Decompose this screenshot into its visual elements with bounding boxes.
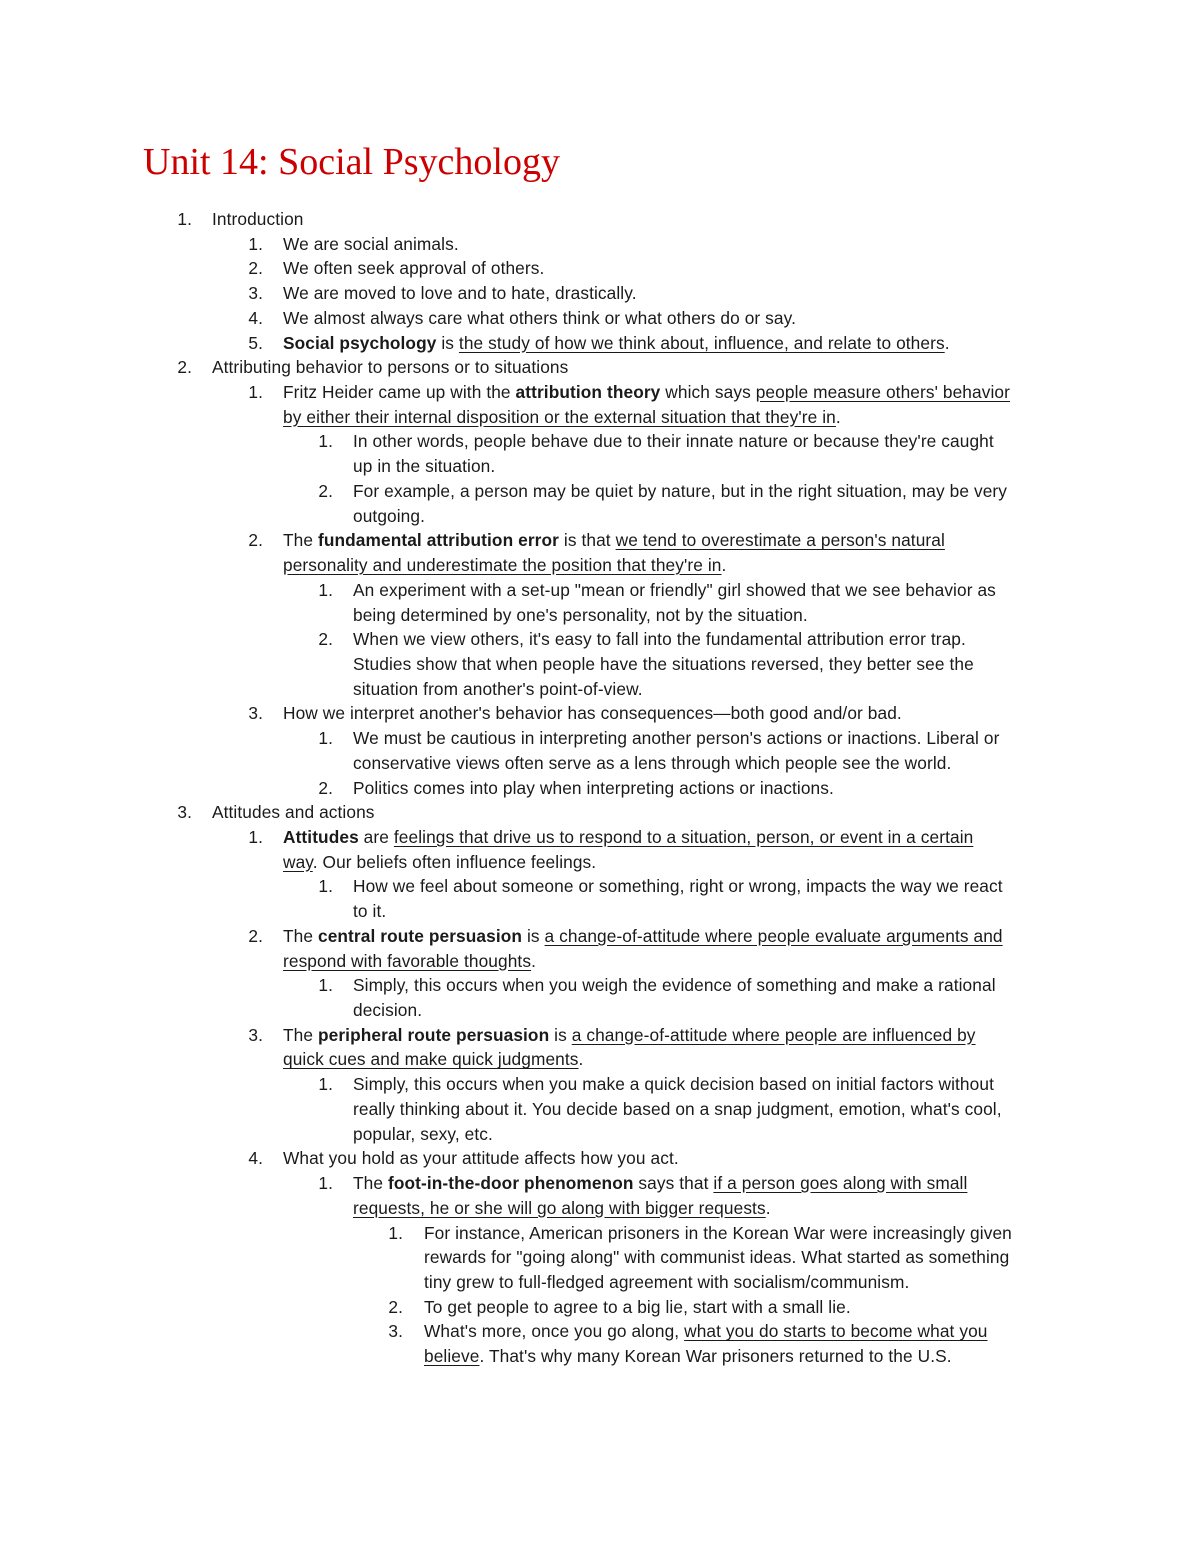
text-run: decision. [353,1000,423,1021]
underlined-definition: we tend to overestimate a person's natural [615,530,945,551]
underlined-definition: way [283,851,313,872]
text-run: The [283,530,318,551]
text-run: The [283,925,318,946]
text-run: We are moved to love and to hate, drastically. [283,283,637,304]
key-term: Social psychology [283,332,437,353]
list-number: 2. [318,777,333,798]
list-number: 1. [248,382,263,403]
text-run: . [944,332,950,353]
list-text [353,1196,771,1221]
list-text [283,1146,679,1171]
text-run: says that [633,1173,714,1194]
list-text [353,1072,994,1097]
list-number: 1. [318,1173,333,1194]
text-run: Attitudes and actions [212,802,375,823]
list-number: 4. [248,1148,263,1169]
list-text [353,454,495,479]
text-run: being determined by one's personality, not by the situation. [353,604,808,625]
text-run: Studies show that when people have the situations reversed, they better see the [353,653,974,674]
text-run: outgoing. [353,505,426,526]
text-run: What's more, once you go along, [424,1321,685,1342]
list-number: 5. [248,332,263,353]
list-text [283,924,1003,949]
underlined-definition: a change-of-attitude where people evaluate arguments and [544,925,1003,946]
text-run: is [522,925,545,946]
list-text [283,380,1010,405]
text-run: really thinking about it. You decide based on a snap judgment, emotion, what's cool, [353,1098,1002,1119]
underlined-definition: if a person goes along with small [713,1173,968,1194]
list-number: 3. [388,1321,403,1342]
list-text [424,1245,1009,1270]
text-run: situation from another's point-of-view. [353,678,643,699]
list-text [353,776,834,801]
text-run: are [358,827,394,847]
key-term: peripheral route persuasion [317,1024,550,1045]
text-run: popular, sexy, etc. [353,1123,493,1144]
list-text [283,1023,976,1048]
list-text [353,1171,967,1196]
text-run: . [531,950,536,971]
list-text [283,701,902,726]
list-text [353,874,1003,899]
text-run: rewards for "going along" with communist ideas. What started as something [424,1247,1010,1268]
text-run: What you hold as your attitude affects how you act. [283,1148,679,1169]
text-run: The [283,1024,318,1045]
text-run: Fritz Heider came up with the [283,382,516,403]
text-run: Politics comes into play when interpreting actions or inactions. [353,777,834,798]
list-text [283,256,544,281]
underlined-definition: believe [424,1346,480,1367]
list-text [353,1122,493,1147]
text-run: An experiment with a set-up "mean or friendly" girl showed that we see behavior as [353,579,996,600]
list-text [424,1295,851,1320]
list-number: 1. [318,431,333,452]
text-run: Simply, this occurs when you weigh the evidence of something and make a rational [353,975,996,996]
text-run: The [353,1173,388,1194]
list-text [424,1270,909,1295]
text-run: We must be cautious in interpreting another person's actions or inactions. Liberal or [353,728,1000,749]
list-text [353,899,386,924]
list-text [283,553,726,578]
list-number: 2. [388,1296,403,1317]
text-run: conservative views often serve as a lens through which people see the world. [353,752,952,773]
underlined-definition: by either their internal disposition or the external situation that they're in [283,406,836,427]
text-run: We almost always care what others think or what others do or say. [283,307,796,328]
list-text [353,652,974,677]
list-number: 4. [248,307,263,328]
text-run: For example, a person may be quiet by nature, but in the right situation, may be very [353,480,1008,501]
list-text [283,306,796,331]
text-run: . [835,406,841,427]
list-text [353,973,996,998]
text-run: to it. [353,901,387,922]
list-number: 2. [177,357,192,378]
list-text [283,281,637,306]
list-number: 2. [248,925,263,946]
text-run: . Our beliefs often influence feelings. [312,851,597,872]
text-run: We are social animals. [283,233,459,254]
text-run: When we view others, it's easy to fall into the fundamental attribution error trap. [353,629,966,650]
underlined-definition: requests, he or she will go along with bigger requests [353,1197,766,1218]
text-run: . That's why many Korean War prisoners returned to the U.S. [479,1346,952,1367]
underlined-definition: what you do starts to become what you [684,1321,988,1342]
underlined-definition: a change-of-attitude where people are influenced by [571,1024,976,1045]
list-text [424,1344,952,1369]
list-number: 1. [318,728,333,749]
key-term: fundamental attribution error [317,530,559,551]
list-text [353,677,643,702]
list-text [353,603,808,628]
text-run: is [436,332,459,353]
list-text [283,1047,583,1072]
list-text [353,429,994,454]
list-number: 2. [318,629,333,650]
list-number: 2. [248,530,263,551]
key-term: attribution theory [515,382,661,403]
list-text [283,405,841,430]
text-run: For instance, American prisoners in the Korean War were increasingly given [424,1222,1012,1243]
list-text [353,726,999,751]
text-run: tiny grew to full-fledged agreement with socialism/communism. [424,1271,910,1292]
text-run: is that [559,530,616,551]
list-text [353,578,996,603]
underlined-definition: respond with favorable thoughts [283,950,532,971]
list-number: 3. [248,703,263,724]
text-run: . [765,1197,771,1218]
text-run: How we feel about someone or something, right or wrong, impacts the way we react [353,876,1003,897]
key-term: foot-in-the-door phenomenon [387,1173,634,1194]
list-number: 1. [318,1074,333,1095]
underlined-definition: quick cues and make quick judgments [283,1049,579,1070]
list-number: 1. [318,975,333,996]
list-number: 3. [248,283,263,304]
list-number: 1. [318,579,333,600]
list-text [353,1097,1002,1122]
list-text [353,479,1007,504]
text-run: Introduction [212,209,304,229]
list-text [353,751,951,776]
list-text [212,207,304,232]
underlined-definition: people measure others' behavior [755,382,1010,403]
list-text [353,504,425,529]
text-run: up in the situation. [353,456,496,477]
text-run: In other words, people behave due to their innate nature or because they're caught [353,431,994,452]
list-number: 1. [318,876,333,897]
list-text [283,232,459,257]
list-number: 1. [248,233,263,254]
list-number: 3. [177,802,192,823]
page-title: Unit 14: Social Psychology [143,141,560,183]
list-text [283,331,950,356]
list-text [212,800,375,825]
list-number: 1. [177,209,192,229]
key-term: central route persuasion [317,925,523,946]
list-text [353,627,966,652]
list-number: 3. [248,1024,263,1045]
list-text [353,998,422,1023]
key-term: Attitudes [283,827,359,847]
list-number: 2. [248,258,263,279]
list-text [212,355,568,380]
list-text [424,1319,988,1344]
underlined-definition: the study of how we think about, influence, and relate to others [458,332,945,353]
text-run: . [721,555,727,576]
text-run: How we interpret another's behavior has consequences—both good and/or bad. [283,703,902,724]
list-text [283,850,596,875]
underlined-definition: feelings that drive us to respond to a situation, person, or event in a certain [393,827,974,847]
text-run: . [578,1049,584,1070]
text-run: To get people to agree to a big lie, start with a small lie. [424,1296,851,1317]
text-run: which says [660,382,756,403]
list-text [283,949,536,974]
list-text [283,528,945,553]
text-run: We often seek approval of others. [283,258,545,279]
text-run: is [549,1024,572,1045]
text-run: Attributing behavior to persons or to situations [212,357,569,378]
list-number: 1. [388,1222,403,1243]
text-run: Simply, this occurs when you make a quick decision based on initial factors without [353,1074,994,1095]
list-number: 1. [248,827,263,847]
list-text [283,825,973,850]
list-number: 2. [318,480,333,501]
underlined-definition: personality and underestimate the position that they're in [283,555,722,576]
list-text [424,1221,1012,1246]
